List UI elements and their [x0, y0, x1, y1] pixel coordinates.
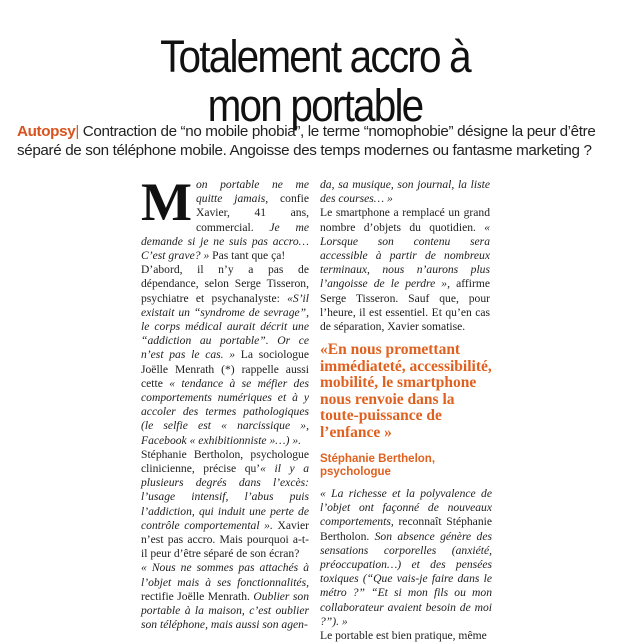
author-name: Stéphanie Berthelon, — [320, 453, 436, 465]
paragraph-4 — [141, 561, 309, 632]
pull-quote-author — [320, 453, 495, 479]
paragraph-3 — [141, 448, 309, 562]
standfirst-text: Contraction de “no mobile phobia”, le terme “nomophobie” désigne la peur d’être séparé de son téléphone mobile. Angoisse des temps modernes ou fantasme marketing ? — [17, 123, 596, 159]
text-segment: Stéphanie Bertholon, psychologue clinicienne, précise qu’ — [141, 447, 309, 476]
text-segment: Pas tant que ça! — [209, 249, 286, 263]
paragraph-2 — [141, 263, 309, 448]
text-segment: reconnaît Stéphanie Bertholon. — [320, 515, 492, 543]
text-segment: «S’il existait un “syndrome de sevrage”, le corps médical aurait décrit une “addiction au portable”. Or ce n’est pas le cas. » — [141, 291, 309, 362]
text-segment: D’abord, il n’y a pas de dépendance, selon Serge Tisseron, psychiatre et psychanalyste: — [141, 263, 309, 305]
title-line-1: Totalement accro à — [160, 31, 470, 83]
standfirst — [17, 122, 617, 160]
kicker-separator: | — [75, 123, 79, 140]
text-segment: « La richesse et la polyvalence de l’objet ont façonné de nouveaux comportements, — [320, 487, 492, 529]
body-column-right-continued — [320, 487, 492, 643]
text-segment: « Nous ne sommes pas attachés à l’objet mais à ses fonctionnalités, — [141, 561, 309, 589]
kicker-label: Autopsy — [17, 123, 76, 140]
text-segment: Le smartphone a remplacé un grand nombre d’objets du quotidien. — [320, 206, 490, 234]
body-column-right — [320, 178, 490, 334]
pull-quote: «En nous promettant immédiateté, accessibilité, mobilité, le smartphone nous renvoie dans la toute-puissance de l’enfance » — [320, 341, 492, 441]
paragraph-6 — [320, 206, 490, 334]
paragraph-1 — [141, 172, 309, 263]
text-segment: da, sa musique, son journal, la liste des courses… » — [320, 178, 490, 206]
body-column-left — [141, 172, 309, 633]
text-segment: on portable ne me quitte jamais, — [195, 178, 309, 206]
text-segment: Je me demande si je ne suis pas accro… C’est grave? » — [141, 220, 309, 263]
drop-cap: M — [141, 172, 192, 232]
title-line-2: mon portable — [207, 80, 423, 132]
text-segment: « il y a plusieurs degrés dans l’excès: l’usage intensif, l’abus puis l’addiction, qui induit une perte de contrôle comportemental ». — [141, 462, 309, 532]
text-segment: Son absence génère des sensations corporelles (anxiété, préoccupation…) et des pensées toxiques (“Que vais-je faire dans le métro ?” “Et si mon fils ou mon collaborateur avaient besoin de moi ?”). » — [320, 529, 492, 628]
article-title — [32, 32, 599, 130]
text-segment: La sociologue Joëlle Menrath (*) rappelle aussi cette — [141, 348, 309, 390]
text-segment: confie Xavier, 41 ans, commercial. — [195, 192, 309, 234]
text-segment: « Lorsque son contenu sera accessible à partir de nombreux terminaux, nous n’aurons plus l’angoisse de le perdre » — [320, 220, 490, 291]
text-segment: Xavier n’est pas accro. Mais pourquoi a-t-il peur d’être séparé de son écran? — [141, 518, 309, 561]
text-segment: rectifie Joëlle Menrath. — [141, 589, 254, 603]
paragraph-5 — [320, 178, 490, 206]
paragraph-7 — [320, 487, 492, 629]
author-role: psychologue — [320, 466, 391, 478]
text-segment: , affirme Serge Tisseron. Sauf que, pour l’heure, il est essentiel. Et qu’en cas de séparation, Xavier somatise. — [320, 277, 490, 334]
paragraph-8 — [320, 629, 492, 643]
text-segment: Le portable est bien pratique, même — [320, 629, 487, 643]
text-segment: « tendance à se méfier des comportements numériques et à y accoler des termes pathologiques (le selfie est « narcissique », Facebook « exhibitionniste »…) ». — [141, 376, 309, 447]
text-segment: Oublier son portable à la maison, c’est oublier son téléphone, mais aussi son agen- — [141, 589, 309, 632]
